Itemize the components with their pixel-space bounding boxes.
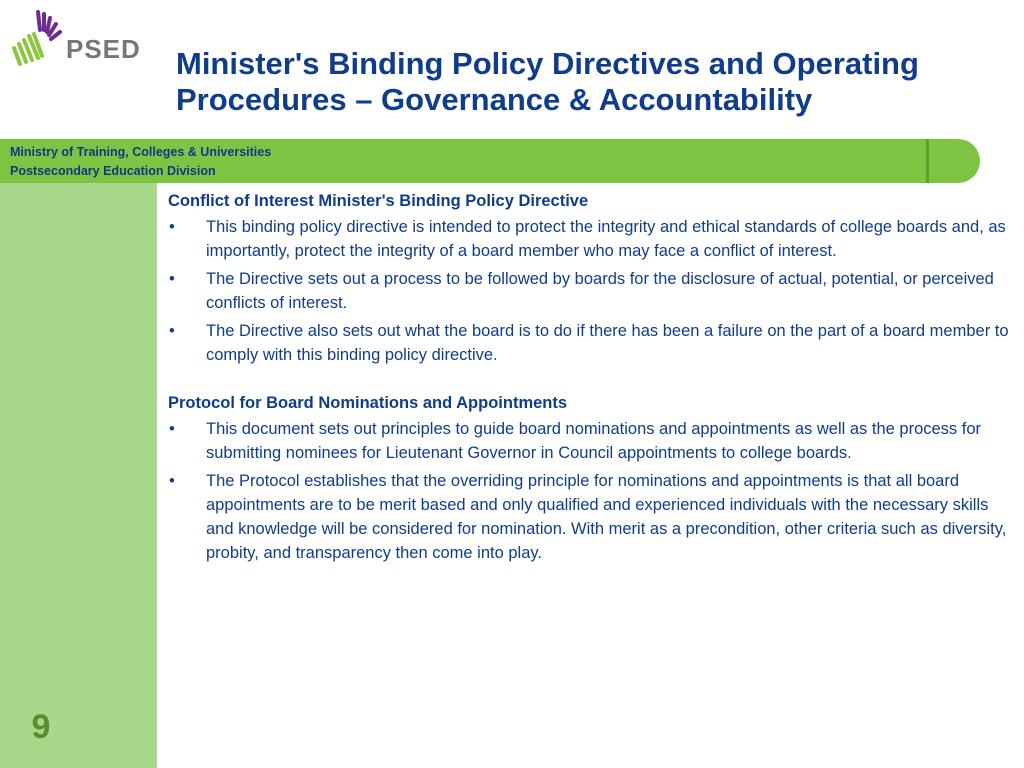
bullet-item [168, 469, 1018, 565]
bullet-icon: • [169, 218, 175, 236]
bullet-icon: • [169, 322, 175, 340]
bullet-text: The Protocol establishes that the overriding principle for nominations and appointments is that all board appointments are to be merit based and only qualified and experienced individuals with the necessary skills and knowledge will be considered for nomination. With merit as a precondition, other criteria such as diversity, probity, and transparency then come into play. [206, 472, 1007, 562]
ministry-name: Ministry of Training, Colleges & Universities [10, 145, 272, 159]
section-board-nominations [168, 391, 1018, 565]
slide-number: 9 [31, 708, 51, 746]
division-name: Postsecondary Education Division [10, 164, 216, 178]
bullet-text: This binding policy directive is intended to protect the integrity and ethical standards of college boards and, as importantly, protect the integrity of a board member who may face a conflict of interest. [206, 218, 1006, 260]
bullet-item [168, 215, 1018, 263]
section-conflict-of-interest [168, 189, 1018, 367]
bullet-list [168, 215, 1018, 367]
section-heading: Protocol for Board Nominations and Appointments [168, 394, 568, 412]
bullet-list [168, 417, 1018, 565]
slide-content [168, 189, 1018, 589]
bullet-item [168, 267, 1018, 315]
psed-logo [6, 4, 148, 74]
header-band-divider [926, 139, 929, 183]
bullet-text: This document sets out principles to guide board nominations and appointments as well as the process for submitting nominees for Lieutenant Governor in Council appointments to college boards. [206, 420, 982, 462]
section-heading: Conflict of Interest Minister's Binding Policy Directive [168, 192, 589, 210]
bullet-icon: • [169, 420, 175, 438]
bullet-item [168, 319, 1018, 367]
bullet-text: The Directive sets out a process to be followed by boards for the disclosure of actual, potential, or perceived conflicts of interest. [206, 270, 994, 312]
bullet-icon: • [169, 270, 175, 288]
ministry-label [10, 143, 271, 181]
bullet-icon: • [169, 472, 175, 490]
bullet-text: The Directive also sets out what the board is to do if there has been a failure on the part of a board member to comply with this binding policy directive. [206, 322, 1009, 364]
bullet-item [168, 417, 1018, 465]
left-sidebar [0, 183, 157, 768]
slide-title: Minister's Binding Policy Directives and Operating Procedures – Governance & Accountability [176, 46, 919, 117]
logo-wordmark: PSED [66, 34, 141, 64]
